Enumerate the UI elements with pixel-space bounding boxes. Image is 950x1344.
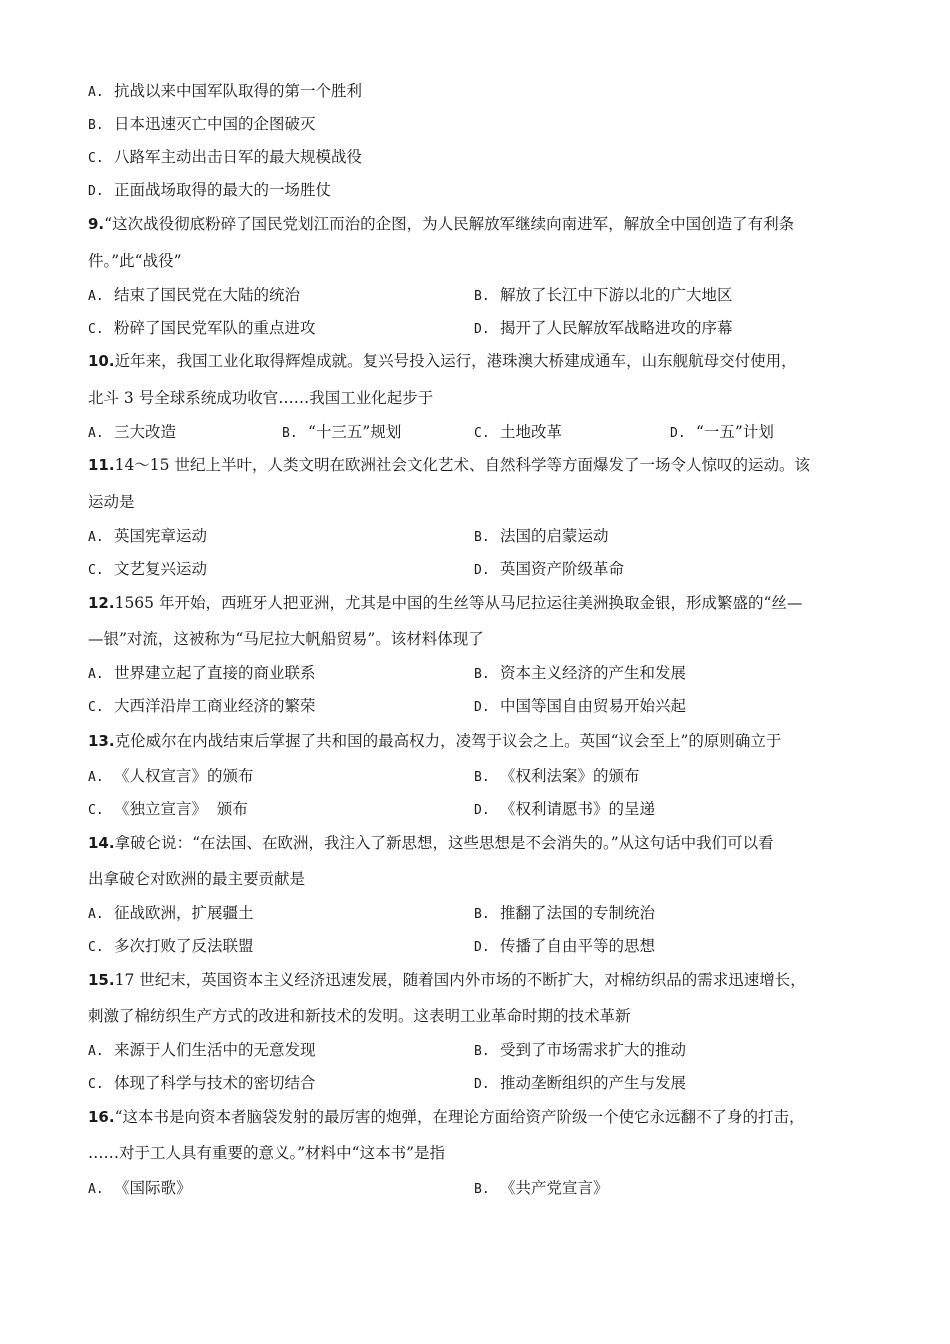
q12-option-b: [474, 663, 686, 685]
q12-option-a: [88, 663, 316, 685]
option-text: “十三五”规划: [308, 423, 402, 441]
q10-option-b: [282, 422, 401, 444]
q10-stem-line1: [88, 351, 797, 371]
option-text: 传播了自由平等的思想: [500, 937, 656, 955]
question-stem: 北斗 3 号全球系统成功收官……我国工业化起步于: [88, 389, 434, 407]
q9-option-a: [88, 285, 300, 307]
option-letter: B.: [88, 118, 104, 133]
option-text: 《人权宣言》的颁布: [114, 767, 254, 785]
option-text: 《国际歌》: [114, 1179, 192, 1197]
option-letter: A.: [88, 530, 104, 545]
q11-option-c: [88, 559, 207, 581]
option-letter: D.: [474, 700, 490, 715]
q12-option-c: [88, 696, 316, 718]
option-text: 《权利请愿书》的呈递: [500, 800, 656, 818]
option-text: 粉碎了国民党军队的重点进攻: [114, 319, 316, 337]
option-letter: A.: [88, 426, 104, 441]
option-letter: C.: [88, 322, 104, 337]
q16-option-a: [88, 1178, 192, 1200]
option-text: 日本迅速灭亡中国的企图破灭: [114, 115, 316, 133]
option-letter: C.: [88, 940, 104, 955]
option-letter: B.: [474, 1182, 490, 1197]
q10-option-a: [88, 422, 176, 444]
option-text: 结束了国民党在大陆的统治: [114, 286, 301, 304]
option-letter: B.: [474, 530, 490, 545]
option-letter: B.: [474, 667, 490, 682]
option-letter: D.: [474, 322, 490, 337]
question-stem: “这本书是向资本者脑袋发射的最厉害的炮弹，在理论方面给资产阶级一个使它永远翻不了身的打击，: [114, 1108, 805, 1126]
option-text: 大西洋沿岸工商业经济的繁荣: [114, 697, 316, 715]
option-letter: A.: [88, 289, 104, 304]
q14-option-a: [88, 903, 254, 925]
q11-stem-line2: [88, 492, 135, 512]
option-letter: B.: [474, 907, 490, 922]
option-text: 八路军主动出击日军的最大规模战役: [114, 148, 363, 166]
option-letter: B.: [282, 426, 298, 441]
q16-stem-line2: [88, 1143, 445, 1163]
option-text: 推动垄断组织的产生与发展: [500, 1074, 687, 1092]
option-text: 来源于人们生活中的无意发现: [114, 1041, 316, 1059]
option-letter: C.: [88, 700, 104, 715]
option-text: 世界建立起了直接的商业联系: [114, 664, 316, 682]
option-letter: D.: [474, 1077, 490, 1092]
q10-stem-line2: [88, 388, 433, 408]
question-stem: ……对于工人具有重要的意义。”材料中“这本书”是指: [88, 1144, 446, 1162]
question-stem: 出拿破仑对欧洲的最主要贡献是: [88, 870, 306, 888]
option-text: 受到了市场需求扩大的推动: [500, 1041, 687, 1059]
option-letter: C.: [474, 426, 490, 441]
option-letter: B.: [474, 289, 490, 304]
option-text: 正面战场取得的最大的一场胜仗: [114, 181, 332, 199]
q14-stem-line2: [88, 869, 305, 889]
q15-stem-line2: [88, 1006, 631, 1026]
option-text: 《共产党宣言》: [500, 1179, 609, 1197]
q14-stem-line1: [88, 833, 774, 853]
q11-option-b: [474, 526, 609, 548]
option-letter: A.: [88, 1044, 104, 1059]
option-text: 英国资产阶级革命: [500, 560, 625, 578]
option-text: 法国的启蒙运动: [500, 527, 609, 545]
q9-stem-line2: [88, 251, 182, 271]
question-number: 13.: [88, 732, 115, 750]
question-stem: —银”对流，这被称为“马尼拉大帆船贸易”。该材料体现了: [88, 630, 484, 648]
question-stem: 运动是: [88, 493, 135, 511]
option-letter: A.: [88, 1182, 104, 1197]
q10-option-c: [474, 422, 562, 444]
q14-option-d: [474, 936, 655, 958]
q13-option-b: [474, 766, 640, 788]
option-text: 解放了长江中下游以北的广大地区: [500, 286, 733, 304]
question-number: 16.: [88, 1108, 115, 1126]
q13-option-a: [88, 766, 254, 788]
q9-option-c: [88, 318, 316, 340]
option-letter: D.: [670, 426, 686, 441]
q11-option-d: [474, 559, 624, 581]
q9-stem-line1: [88, 214, 794, 234]
q8-option-c: [88, 147, 362, 169]
option-letter: C.: [88, 151, 104, 166]
question-stem: 件。”此“战役”: [88, 252, 182, 270]
question-stem: 1565 年开始，西班牙人把亚洲，尤其是中国的生丝等从马尼拉运往美洲换取金银，形成繁盛的“丝—: [114, 594, 803, 612]
option-letter: A.: [88, 770, 104, 785]
option-text: 文艺复兴运动: [114, 560, 208, 578]
q15-option-a: [88, 1040, 316, 1062]
option-text: 资本主义经济的产生和发展: [500, 664, 687, 682]
option-text: 《独立宣言》 颁布: [114, 800, 248, 818]
option-letter: C.: [88, 563, 104, 578]
q11-stem-line1: [88, 455, 810, 475]
option-text: 多次打败了反法联盟: [114, 937, 254, 955]
question-stem: 14～15 世纪上半叶，人类文明在欧洲社会文化艺术、自然科学等方面爆发了一场令人惊叹的运动。该: [114, 456, 810, 474]
q16-stem-line1: [88, 1107, 805, 1127]
question-number: 15.: [88, 971, 115, 989]
option-letter: D.: [474, 940, 490, 955]
q14-option-b: [474, 903, 655, 925]
option-letter: D.: [88, 184, 104, 199]
option-text: 三大改造: [114, 423, 177, 441]
option-letter: A.: [88, 907, 104, 922]
question-stem: 17 世纪末，英国资本主义经济迅速发展，随着国内外市场的不断扩大，对棉纺织品的需求迅速增长，: [114, 971, 806, 989]
q9-option-d: [474, 318, 733, 340]
q13-option-d: [474, 799, 655, 821]
q13-option-c: [88, 799, 248, 821]
option-text: 揭开了人民解放军战略进攻的序幕: [500, 319, 733, 337]
q16-option-b: [474, 1178, 609, 1200]
question-stem: “这次战役彻底粉碎了国民党划江而治的企图，为人民解放军继续向南进军，解放全中国创造了有利条: [104, 215, 795, 233]
option-text: 土地改革: [500, 423, 563, 441]
option-text: 征战欧洲，扩展疆土: [114, 904, 254, 922]
option-letter: C.: [88, 803, 104, 818]
option-letter: A.: [88, 85, 104, 100]
q15-option-c: [88, 1073, 316, 1095]
q11-option-a: [88, 526, 207, 548]
q8-option-b: [88, 114, 316, 136]
question-number: 10.: [88, 352, 115, 370]
option-text: 中国等国自由贸易开始兴起: [500, 697, 687, 715]
q10-option-d: [670, 422, 774, 444]
q8-option-d: [88, 180, 331, 202]
option-letter: C.: [88, 1077, 104, 1092]
option-letter: D.: [474, 563, 490, 578]
q15-option-b: [474, 1040, 686, 1062]
option-letter: D.: [474, 803, 490, 818]
q12-option-d: [474, 696, 686, 718]
question-number: 9.: [88, 215, 105, 233]
option-text: 抗战以来中国军队取得的第一个胜利: [114, 82, 363, 100]
question-number: 14.: [88, 834, 115, 852]
question-stem: 近年来，我国工业化取得辉煌成就。复兴号投入运行，港珠澳大桥建成通车，山东舰航母交付使用，: [114, 352, 797, 370]
option-letter: B.: [474, 770, 490, 785]
q13-stem-line1: [88, 731, 781, 751]
option-text: 体现了科学与技术的密切结合: [114, 1074, 316, 1092]
q12-stem-line2: [88, 629, 484, 649]
option-letter: B.: [474, 1044, 490, 1059]
q14-option-c: [88, 936, 254, 958]
option-text: 英国宪章运动: [114, 527, 208, 545]
option-text: 推翻了法国的专制统治: [500, 904, 656, 922]
q12-stem-line1: [88, 593, 802, 613]
q15-option-d: [474, 1073, 686, 1095]
q9-option-b: [474, 285, 733, 307]
option-text: “一五”计划: [696, 423, 774, 441]
question-stem: 拿破仑说：“在法国、在欧洲，我注入了新思想，这些思想是不会消失的。”从这句话中我们可以看: [114, 834, 774, 852]
option-letter: A.: [88, 667, 104, 682]
question-number: 11.: [88, 456, 115, 474]
q15-stem-line1: [88, 970, 806, 990]
question-stem: 克伦威尔在内战结束后掌握了共和国的最高权力，凌驾于议会之上。英国“议会至上”的原则确立于: [114, 732, 782, 750]
question-number: 12.: [88, 594, 115, 612]
option-text: 《权利法案》的颁布: [500, 767, 640, 785]
q8-option-a: [88, 81, 362, 103]
question-stem: 刺激了棉纺织生产方式的改进和新技术的发明。这表明工业革命时期的技术革新: [88, 1007, 631, 1025]
